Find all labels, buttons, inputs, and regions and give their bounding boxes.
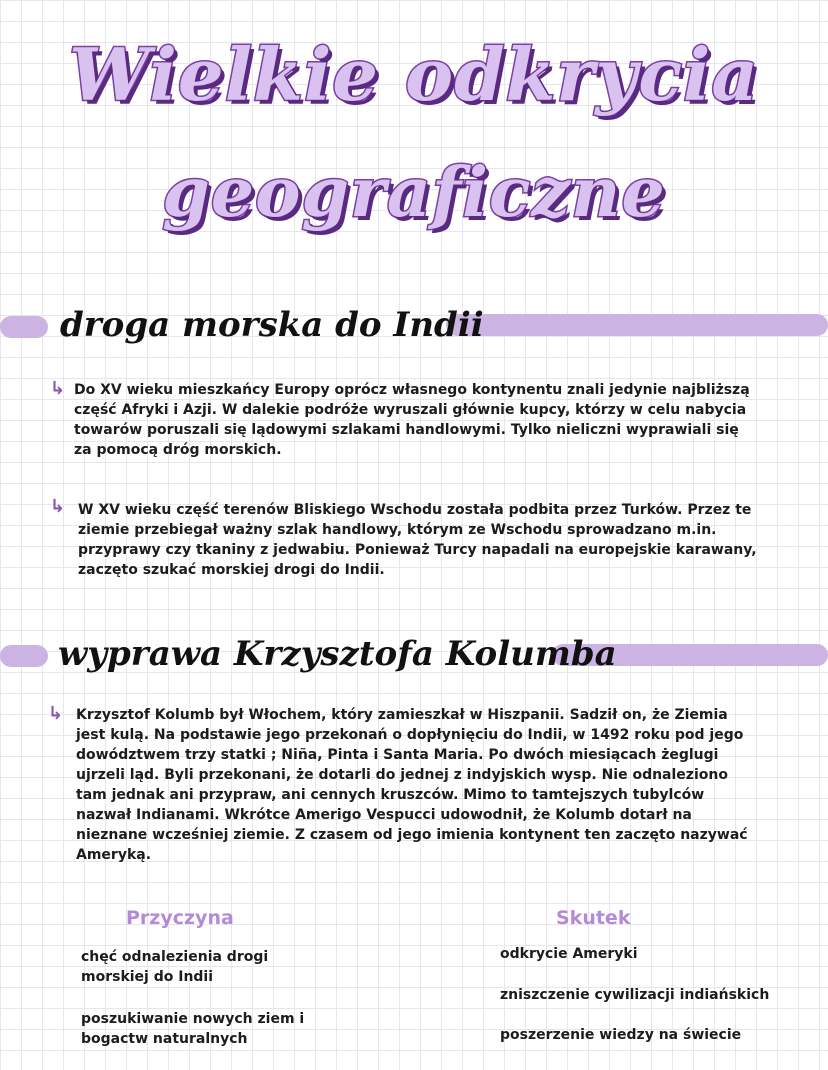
- return-arrow-icon: ↳: [50, 378, 66, 399]
- page-title-line-1: Wielkie odkrycia: [68, 32, 760, 117]
- page-title-line-2: geograficzne: [162, 153, 666, 233]
- section-1-heading: droga morska do Indii: [60, 305, 484, 345]
- section-1-paragraph-1: Do XV wieku mieszkańcy Europy oprócz własnego kontynentu znali jedynie najbliższą część Afryki i Azji. W dalekie podróże wyruszali głównie kupcy, którzy w celu nabycia towarów poruszali się lądowymi szlakami handlowymi. Tylko nieliczni wyprawiali się za pomocą dróg morskich.: [74, 382, 750, 458]
- return-arrow-icon: ↳: [48, 703, 64, 724]
- causes-heading: Przyczyna: [126, 907, 234, 929]
- effect-item-1: odkrycie Ameryki: [500, 946, 638, 962]
- effect-item-2: zniszczenie cywilizacji indiańskich: [500, 987, 770, 1003]
- return-arrow-icon: ↳: [50, 496, 66, 517]
- effects-heading: Skutek: [556, 907, 631, 929]
- section-1-band-right: [446, 314, 828, 336]
- effect-item-3: poszerzenie wiedzy na świecie: [500, 1027, 742, 1043]
- section-1-band-left: [0, 316, 48, 338]
- cause-item-2: poszukiwanie nowych ziem i bogactw naturalnych: [81, 1011, 305, 1047]
- section-2-band-left: [0, 645, 48, 667]
- cause-item-1: chęć odnalezienia drogi morskiej do Indii: [81, 949, 269, 985]
- section-1-paragraph-2: W XV wieku część terenów Bliskiego Wschodu została podbita przez Turków. Przez te ziemie przebiegał ważny szlak handlowy, którym ze Wschodu sprowadzano m.in. przyprawy czy tkaniny z jedwabiu. Ponieważ Turcy napadali na europejskie karawany, zaczęto szukać morskiej drogi do Indii.: [78, 502, 757, 578]
- section-2-paragraph-1: Krzysztof Kolumb był Włochem, który zamieszkał w Hiszpanii. Sadził on, że Ziemia jest kulą. Na podstawie jego przekonań o dopłynięciu do Indii, w 1492 roku pod jego dowództwem trzy statki ; Niña, Pinta i Santa Maria. Po dwóch miesiącach żeglugi ujrzeli ląd. Byli przekonani, że dotarli do jednej z indyjskich wysp. Nie odnaleziono tam jednak ani przypraw, ani cennych kruszców. Mimo to tamtejszych tubylców nazwał Indianami. Wkrótce Amerigo Vespucci udowodnił, że Kolumb dotarł na nieznane wcześniej ziemie. Z czasem od jego imienia kontynent ten zaczęto nazywać Ameryką.: [76, 707, 748, 863]
- section-2-heading: wyprawa Krzysztofa Kolumba: [58, 634, 617, 674]
